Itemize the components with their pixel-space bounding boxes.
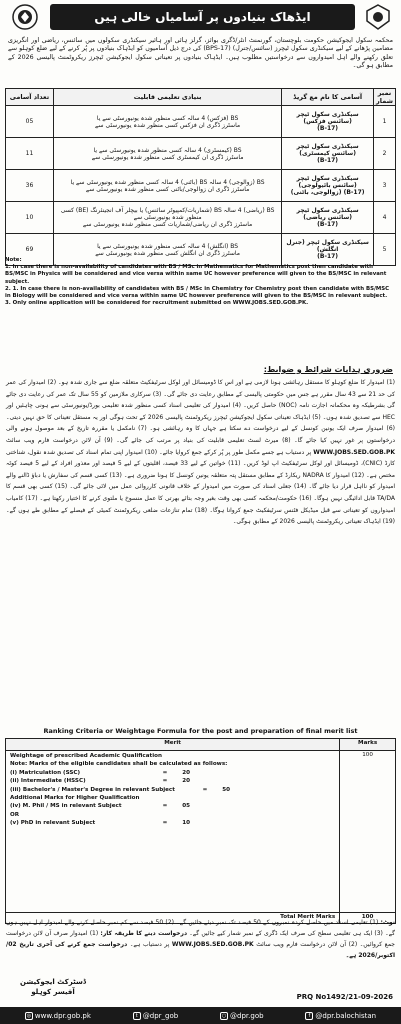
merit-item-label: (iv) M. Phil / MS in relevant Subject [10,803,122,810]
qualification-line: ماسٹرز ڈگری ان فزکس کسی منظور شدہ یونیورسٹی سے [95,121,241,129]
row-sno: 5 [374,234,396,266]
qualification-line: ماسٹرز ڈگری ان انگلش کسی منظور شدہ یونیورسٹی سے [95,249,240,257]
row-post [282,106,374,138]
footer-facebook[interactable] [305,1012,376,1020]
instagram-icon: ○ [221,1012,227,1019]
department-logo-icon [365,3,391,31]
additional-heading: Additional Marks for Higher Qualification [10,795,140,802]
footer-instagram[interactable] [220,1012,264,1020]
qualification-line: BS (فزکس) 4 سالہ کسی منظور شدہ یونیورسٹی سے یا [96,114,239,122]
row-post [282,138,374,170]
row-count: 11 [6,138,54,170]
table-row [6,106,396,138]
post-name: سیکنڈری سکول ٹیچر (سائنس ریاضی) [296,207,359,221]
apply-label: درخواست دینے کا طریقہ کار: [100,930,188,937]
posts-table [5,88,396,266]
row-post [282,170,374,202]
header-marks: Marks [340,739,396,751]
merit-item-value: 20 [182,778,190,785]
twitter-icon: t [133,1012,141,1020]
terms-heading: ضروری ہدایات شرائط و ضوابط: [263,365,393,374]
table-row [6,202,396,234]
merit-item: (v) PhD in relevant Subject = 10 [10,820,190,827]
header [0,0,401,34]
row-qualification [53,202,281,234]
merit-sub-heading: Note: Marks of the eligible candidates shall be calculated as follows: [10,761,228,768]
signature-line: آفیسر کوہلو [31,988,75,996]
post-name: سیکنڈری سکول ٹیچر (سائنس فزکس) [296,111,359,125]
apply-website-link[interactable]: WWW.JOBS.SED.GOB.PK [171,941,254,948]
post-bps: (زوالوجی، باٹنی) (B-17) [290,189,365,196]
merit-item-value: 50 [222,786,230,793]
table-row [6,170,396,202]
note-label: نوٹ: [380,919,395,926]
merit-table [5,738,396,924]
merit-table-header [6,739,396,751]
merit-item: (i) Matriculation (SSC) = 20 [10,769,190,776]
government-logo-icon [12,3,38,31]
row-count: 05 [6,106,54,138]
row-count: 69 [6,234,54,266]
jobs-website-link[interactable]: WWW.JOBS.SED.GOB.PK [313,448,395,456]
merit-item-label: (iii) Bachelor's / Master's Degree in relevant Subject [10,786,175,793]
merit-criteria [6,751,340,913]
bottom-notes [6,917,395,961]
header-merit: Merit [6,739,340,751]
merit-item-label: (i) Matriculation (SSC) [10,769,81,776]
merit-item-label: (v) PhD in relevant Subject [10,820,96,827]
note-item: 2. 1. In case there is non-availability of candidates with BS / MSc in Chemistry for Chemistry post then candidate with BS/MSC in Biology will be considered and vice versa within same UC however preference will given to the BS/MSC in relevant subject. [5,285,390,300]
qualification-line: BS (کیمسٹری) 4 سالہ کسی منظور شدہ یونیورسٹی سے یا [93,146,242,154]
footer-website[interactable] [25,1012,91,1020]
row-qualification [53,170,281,202]
total-label: Total Merit Marks [6,913,340,924]
qualification-line: BS (زوالوجی) 4 سالہ BS (باٹنی) 4 سالہ کسی منظور شدہ یونیورسٹی سے یا [70,178,265,186]
post-name: سیکنڈری سکول ٹیچر (جنرل انگلش) [286,239,369,253]
header-qualification: بنیادی تعلیمی قابلیت [53,89,281,106]
intro-paragraph: محکمہ سکول ایجوکیشن حکومت بلوچستان، گورنمنٹ انٹر/ڈگری بوائز، گرلز ہائی اور ہائیر سیکنڈری سکولوں میں سائنس، ریاضی اور انگریزی مضامین پڑھانے کے لیے سیکنڈری سکول ٹیچرز (سائنس/جنرل) (BPS-17) کی درج ذیل آسامیوں کو ایڈہاک بنیادوں پر پُر کرنے کے لیے ضلع کوہلو سے تعلق رکھنے والے اہل امیدواروں سے درخواستیں مطلوب ہیں۔ ایڈہاک بنیادوں پر تعیناتی سکول ایجوکیشن ٹیچرز ریکروٹمنٹ پالیسی 2026 کے مطابق ہو گی۔ [8,37,394,69]
qualification-line: BS (ریاضی) 4 سالہ BS (شماریات/کمپیوٹر سائنس) یا بیچلر آف انجینئرنگ (BE) کسی منظور شدہ یونیورسٹی سے [60,207,275,221]
note-item: 3. Only online application will be considered for recruitment submitted on WWW.JOBS.SED.GOB.PK. [5,300,309,307]
footer-twitter-text: @dpr_gob [142,1011,179,1020]
merit-or-label: OR [10,811,20,818]
notes-heading: Note: [5,257,22,263]
merit-item-value: 20 [182,769,190,776]
prq-number: PRQ No1492/21-09-2026 [296,993,393,1001]
post-bps: (B-17) [317,157,339,164]
terms-paragraph [6,377,395,715]
apply-text: پر دستیاب ہے۔ [129,941,170,948]
footer-instagram-text: @dpr.gob [230,1011,264,1020]
merit-item-label: (ii) Intermediate (HSSC) [10,778,86,785]
merit-body-row [6,751,396,913]
note-item: 1. In case there is non-availability of candidates with BS / MSc in Mathematics for Mathematics post then candidate with BS/MSC in Physics will be considered and vice versa within same UC however preference will given to the BS/MSC in relevant subject. [5,264,387,285]
footer-bar [0,1007,401,1024]
qualification-line: ماسٹرز ڈگری ان کیمسٹری کسی منظور شدہ یونیورسٹی سے [91,153,244,161]
merit-item: (iii) Bachelor's / Master's Degree in relevant Subject = 50 [10,786,230,793]
header-count: تعداد آسامی [6,89,54,106]
row-sno: 4 [374,202,396,234]
merit-item-value: 10 [182,820,190,827]
row-sno: 3 [374,170,396,202]
row-sno: 1 [374,106,396,138]
qualification-line: BS (انگلش) 4 سالہ کسی منظور شدہ یونیورسٹی سے یا [97,242,239,250]
post-bps: (B-17) [317,125,339,132]
deadline-text: درخواست جمع کرنے کی آخری تاریخ 02/اکتوبر/2026 ہے۔ [6,941,395,959]
notes-section [5,257,395,307]
footer-facebook-text: @dpr.balochistan [315,1011,377,1020]
merit-item: (ii) Intermediate (HSSC) = 20 [10,778,190,785]
apply-text: (1) امیدوار صرف آن لائن درخواست جمع کروائیں۔ (2) آن لائن درخواست فارم ویب سائٹ [6,930,395,948]
weightage-label: Weightage of prescribed Academic Qualification [10,753,162,759]
globe-icon: ◎ [26,1012,32,1019]
table-row [6,138,396,170]
post-bps: (B-17) [317,221,339,228]
row-count: 36 [6,170,54,202]
terms-text: (1) امیدوار کا ضلع کوہلو کا مستقل رہائشی ہونا لازمی ہے اور اس کا ڈومیسائل اور لوکل سرٹیفکیٹ متعلقہ ضلع سے جاری شدہ ہو۔ (2) امیدوار کی عمر کی حد 21 سے 43 سال مقرر ہے جس میں حکومتی پالیسی کے مطابق رعایت دی جائے گی۔ (3) سرکاری ملازمین کو 55 سال تک عمر کی رعایت دی جائے گی بشرطیکہ وہ محکمانہ اجازت نامہ (NOC) حاصل کریں۔ (4) امیدوار کی تعلیمی اسناد کسی منظور شدہ تعلیمی بورڈ/یونیورسٹی سے ہونی چاہئیں اور HEC سے تصدیق شدہ ہوں۔ (5) ایڈہاک تعیناتی سکول ایجوکیشن ٹیچرز ریکروٹمنٹ پالیسی 2026 کے تحت ہوگی اور یہ مستقل تعیناتی کا حق نہیں دیتی۔ (6) امیدوار صرف ایک یونین کونسل کے لیے درخواست دے سکتا ہے جہاں کا وہ رہائشی ہو۔ (7) نامکمل یا مقررہ تاریخ کے بعد موصول ہونے والی درخواستوں پر غور نہیں کیا جائے گا۔ (8) میرٹ لسٹ تعلیمی قابلیت کی بنیاد پر مرتب کی جائے گی۔ (9) آن لائن درخواست فارم ویب سائٹ [6,379,396,444]
post-name: سیکنڈری سکول ٹیچر (سائنس کیمسٹری) [296,143,359,157]
footer-twitter[interactable] [133,1012,178,1020]
post-bps: (B-17) [317,253,339,260]
weightage-marks: 100 [340,751,396,913]
ranking-title: Ranking Criteria or Weightage Formula for the post and preparation of final merit list [43,727,358,735]
banner-title: ایڈھاک بنیادوں پر آسامیاں خالی ہیں [50,4,355,30]
row-post [282,202,374,234]
post-name: سیکنڈری سکول ٹیچر (سائنس بائیولوجی) [296,175,359,189]
row-qualification [53,106,281,138]
footer-website-text: www.dpr.gob.pk [34,1011,91,1020]
note-text: (1) تعلیمی اسناد میں حاصل کردہ نمبروں کے 50 فیصد تک نمبر دیئے جائیں گے۔ (2) 50 فیصد سے کم نمبر حاصل کرنے والے امیدوار اہل نہیں ہوں گے۔ (3) ایک ہی تعلیمی سطح کی صرف ایک ڈگری کے نمبر شمار کیے جائیں گے۔ [6,919,395,937]
signature-block [8,977,98,997]
posts-table-header [6,89,396,106]
header-post: آسامی کا نام مع گریڈ [282,89,374,106]
row-qualification [53,138,281,170]
qualification-line: ماسٹرز ڈگری ان زوالوجی/باٹنی کسی منظور شدہ یونیورسٹی سے [85,185,250,193]
header-sno: نمبر شمار [374,89,396,106]
signature-line: ڈسٹرکٹ ایجوکیشن [20,978,86,986]
merit-item-value: 05 [182,803,190,810]
row-count: 10 [6,202,54,234]
terms-text: پر دستیاب ہے جسے مکمل طور پر پُر کرکے جمع کروایا جائے۔ (10) امیدوار اپنی تمام اسناد کی تصدیق شدہ نقول، شناختی کارڈ (CNIC)، ڈومیسائل اور لوکل سرٹیفکیٹ اپ لوڈ کریں۔ (11) خواتین کے لیے 33 فیصد، اقلیتوں کے لیے 5 فیصد اور معذور افراد کے لیے 5 فیصد کوٹہ مختص ہے۔ (12) امیدوار کا NADRA ریکارڈ کے مطابق مستقل پتہ متعلقہ یونین کونسل کا ہونا ضروری ہے۔ (13) کسی قسم کی سفارش یا دباؤ ڈالنے والے امیدوار کو نااہل قرار دیا جائے گا۔ (14) جعلی اسناد کی صورت میں امیدوار کے خلاف قانونی کارروائی عمل میں لائی جائے گی۔ (15) کسی بھی قسم کا TA/DA قابل ادائیگی نہیں ہوگا۔ (16) حکومت/محکمہ کسی بھی وقت بغیر وجہ بتائے بھرتی کا عمل منسوخ یا ملتوی کرنے کا اختیار رکھتا ہے۔ (17) کامیاب امیدواروں کو تعیناتی سے قبل میڈیکل فٹنس سرٹیفکیٹ جمع کروانا ہوگا۔ (18) تمام تنازعات ضلعی ریکروٹمنٹ کمیٹی کے فیصلے کے مطابق طے ہوں گے۔ (19) ایڈہاک تعیناتی ریکروٹمنٹ پالیسی 2026 کے مطابق ہوگی۔ [6,448,396,526]
merit-item: (iv) M. Phil / MS in relevant Subject = 05 [10,803,190,810]
qualification-line: ماسٹرز ڈگری ان ریاضی/شماریات کسی منظور شدہ یونیورسٹی سے [82,221,253,228]
total-value: 100 [340,913,396,924]
facebook-icon: f [305,1012,313,1020]
row-sno: 2 [374,138,396,170]
